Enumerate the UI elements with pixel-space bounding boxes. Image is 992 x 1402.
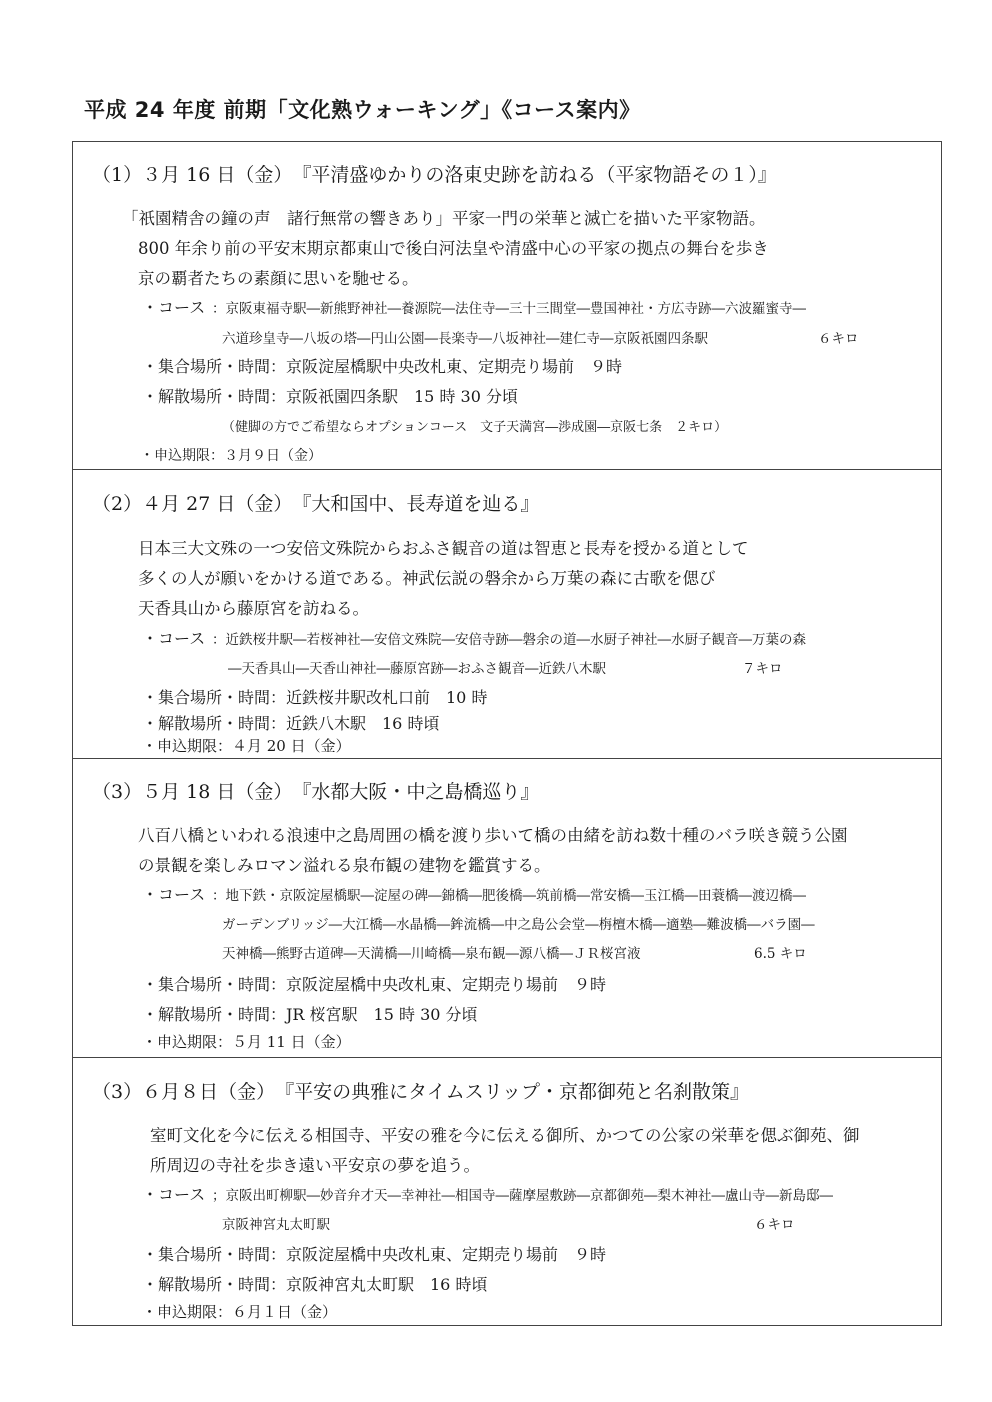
course-label: ・コース: [142, 885, 206, 904]
meeting-info: ・集合場所・時間：近鉄桜井駅改札口前 10 時: [142, 688, 488, 707]
page-title: 平成 24 年度 前期「文化熟ウォーキング」《コース案内》: [84, 98, 641, 122]
deadline-info: ・申込期限：６月１日（金）: [142, 1303, 338, 1321]
dispersal-info: ・解散場所・時間：近鉄八木駅 16 時頃: [142, 714, 440, 733]
course-distance: ７キロ: [742, 661, 783, 677]
deadline-info: ・申込期限：４月 20 日（金）: [142, 737, 351, 755]
description-line: 京の覇者たちの素顔に思いを馳せる。: [138, 269, 419, 288]
section-divider: [72, 1057, 942, 1058]
course-route: 天神橋―熊野古道碑―天満橋―川崎橋―泉布観―源八橋―ＪＲ桜宮液: [222, 946, 641, 962]
section-divider: [72, 469, 942, 470]
description-line: 日本三大文殊の一つ安倍文殊院からおふさ観音の道は智恵と長寿を授かる道として: [138, 539, 749, 558]
course-route: ―天香具山―天香山神社―藤原宮跡―おふさ観音―近鉄八木駅: [228, 661, 606, 677]
deadline-info: ・申込期限：３月９日（金）: [140, 448, 322, 464]
meeting-info: ・集合場所・時間：京阪淀屋橋中央改札東、定期売り場前 ９時: [142, 975, 607, 994]
dispersal-info: ・解散場所・時間：京阪祇園四条駅 15 時 30 分頃: [142, 387, 518, 406]
course-route: ガーデンブリッジ―大江橋―水晶橋―鉾流橋―中之島公会堂―栴檀木橋―適塾―難波橋―バラ園―: [222, 917, 815, 933]
section-heading: （2）４月 27 日（金） 『大和国中、長寿道を辿る』: [92, 493, 540, 515]
course-route: ；京阪出町柳駅―妙音弁才天―幸神社―相国寺―薩摩屋敷跡―京都御苑―梨木神社―盧山寺―新島邸―: [212, 1188, 833, 1204]
section-heading: （3）６月８日（金） 『平安の典雅にタイムスリップ・京都御苑と名刹散策』: [92, 1081, 749, 1103]
description-line: 多くの人が願いをかける道である。神武伝説の磐余から万葉の森に古歌を偲び: [138, 569, 716, 588]
description-line: 800 年余り前の平安末期京都東山で後白河法皇や清盛中心の平家の拠点の舞台を歩き: [138, 239, 769, 258]
description-line: 所周辺の寺社を歩き遠い平安京の夢を追う。: [150, 1156, 480, 1175]
course-distance: ６キロ: [818, 331, 859, 347]
section-heading: （3）５月 18 日（金） 『水都大阪・中之島橋巡り』: [92, 781, 540, 803]
deadline-info: ・申込期限：５月 11 日（金）: [142, 1033, 351, 1051]
course-route: 京阪神宮丸太町駅: [222, 1217, 330, 1233]
meeting-info: ・集合場所・時間：京阪淀屋橋駅中央改札東、定期売り場前 ９時: [142, 357, 623, 376]
dispersal-info: ・解散場所・時間：JR 桜宮駅 15 時 30 分頃: [142, 1005, 478, 1024]
course-label: ・コース: [142, 298, 206, 317]
description-line: 室町文化を今に伝える相国寺、平安の雅を今に伝える御所、かつての公家の栄華を偲ぶ御苑、御: [150, 1126, 860, 1145]
course-distance: 6.5 キロ: [754, 946, 807, 962]
course-route: 六道珍皇寺―八坂の塔―円山公園―長楽寺―八坂神社―建仁寺―京阪祇園四条駅: [222, 331, 708, 347]
description-line: 「祇園精舎の鐘の声 諸行無常の響きあり」平家一門の栄華と滅亡を描いた平家物語。: [122, 209, 766, 228]
description-line: 八百八橋といわれる浪速中之島周囲の橋を渡り歩いて橋の由緒を訪ね数十種のバラ咲き競う公園: [138, 826, 848, 845]
course-distance: ６キロ: [754, 1217, 795, 1233]
course-route: ：地下鉄・京阪淀屋橋駅―淀屋の碑―錦橋―肥後橋―筑前橋―常安橋―玉江橋―田蓑橋―渡辺橋―: [212, 888, 806, 904]
course-route: ：京阪東福寺駅―新熊野神社―養源院―法住寺―三十三間堂―豊国神社・方広寺跡―六波羅蜜寺―: [212, 301, 806, 317]
description-line: 天香具山から藤原宮を訪ねる。: [138, 599, 369, 618]
course-label: ・コース: [142, 629, 206, 648]
dispersal-info: ・解散場所・時間：京阪神宮丸太町駅 16 時頃: [142, 1275, 488, 1294]
option-note: （健脚の方でご希望ならオプションコース 文子天満宮―渉成園―京阪七条 ２キロ）: [222, 420, 728, 435]
course-label: ・コース: [142, 1185, 206, 1204]
section-heading: （1）３月 16 日（金） 『平清盛ゆかりの洛東史跡を訪ねる（平家物語その１）』: [92, 164, 777, 186]
section-divider: [72, 758, 942, 759]
meeting-info: ・集合場所・時間：京阪淀屋橋中央改札東、定期売り場前 ９時: [142, 1245, 607, 1264]
course-route: ：近鉄桜井駅―若桜神社―安倍文殊院―安倍寺跡―磐余の道―水厨子神社―水厨子観音―万葉の森: [212, 632, 806, 648]
description-line: の景観を楽しみロマン溢れる泉布観の建物を鑑賞する。: [138, 856, 551, 875]
